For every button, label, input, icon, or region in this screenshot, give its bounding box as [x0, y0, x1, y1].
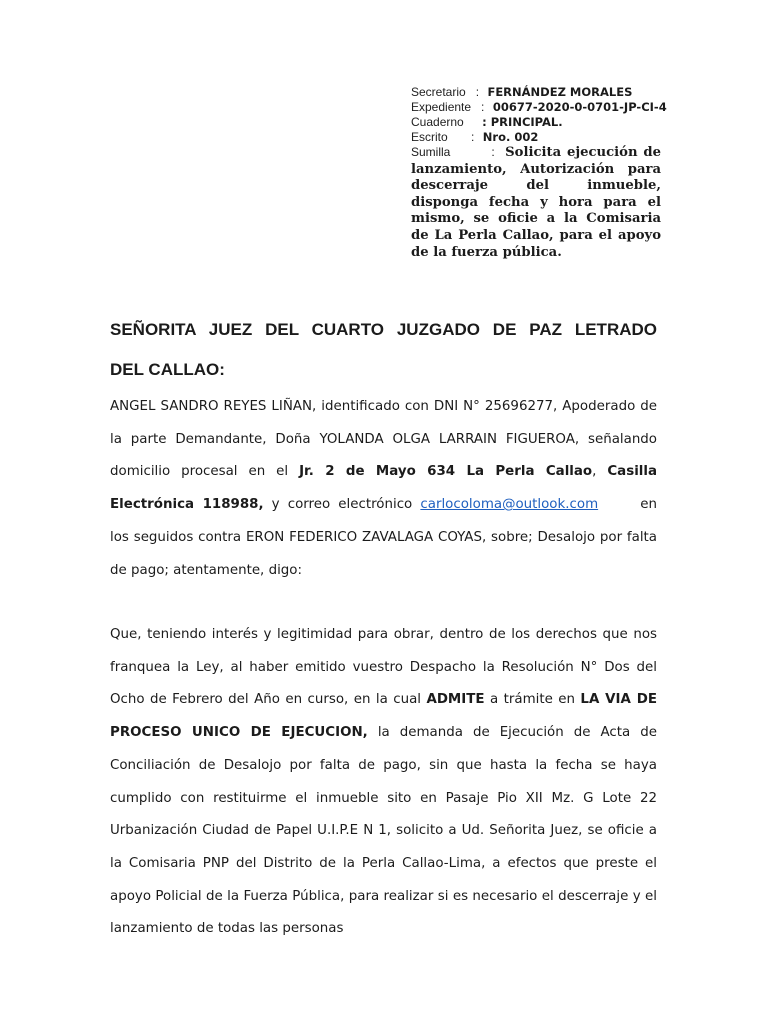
sumilla-label: Sumilla	[411, 145, 451, 159]
admite-text: ADMITE	[426, 692, 485, 708]
addressee-title-line1: SEÑORITA JUEZ DEL CUARTO JUZGADO DE PAZ LETRADO	[110, 320, 657, 339]
sumilla-text: Solicita ejecución de lanzamiento, Autorización para descerraje del inmueble, disponga fecha y hora para el mismo, se oficie a la Comisaria de La Perla Callao, para el apoyo de la fuerza pública.	[411, 145, 661, 260]
request-text-part1: Que, teniendo interés y legitimidad para obrar, dentro de los derechos que nos franquea la Ley, al haber emitido vuestro Despacho la Resolución N° Dos del Ocho de Febrero del Año en curso, en la cual	[110, 627, 657, 708]
addressee-title-line2: DEL CALLAO:	[110, 360, 225, 379]
case-header	[411, 84, 667, 261]
request-text-part2: a trámite en	[489, 692, 575, 708]
expediente-value: 00677-2020-0-0701-JP-CI-4	[492, 100, 667, 114]
email-link[interactable]: carlocoloma@outlook.com	[420, 497, 599, 513]
intro-rest-text: en los seguidos contra ERON FEDERICO ZAVALAGA COYAS, sobre; Desalojo por falta de pago; atentamente, digo:	[110, 497, 657, 578]
casilla-text: Casilla Electrónica 118988,	[110, 464, 657, 513]
escrito-label: Escrito	[411, 130, 448, 144]
request-paragraph	[110, 619, 657, 946]
expediente-row: Expediente : 00677-2020-0-0701-JP-CI-4	[411, 100, 667, 114]
cuaderno-label: Cuaderno	[411, 115, 464, 129]
secretario-label: Secretario	[411, 85, 466, 99]
cuaderno-value: : PRINCIPAL.	[482, 115, 563, 129]
cuaderno-row	[411, 114, 661, 129]
address-text: Jr. 2 de Mayo 634 La Perla Callao	[299, 464, 593, 480]
email-lead-text: y correo electrónico	[271, 497, 413, 513]
request-text-part3: la demanda de Ejecución de Acta de Conciliación de Desalojo por falta de pago, sin que hasta la fecha se haya cumplido con restituirme el inmueble sito en Pasaje Pio XII Mz. G Lote 22 Urbanización Ciudad de Papel U.I.P.E N 1, solicito a Ud. Señorita Juez, se oficie a la Comisaria PNP del Distrito de la Perla Callao-Lima, a efectos que preste el apoyo Policial de la Fuerza Pública, para realizar si es necesario el descerraje y el lanzamiento de todas las personas	[110, 725, 658, 937]
secretario-row: Secretario : FERNÁNDEZ MORALES	[411, 85, 633, 99]
secretario-value: FERNÁNDEZ MORALES	[487, 85, 633, 99]
escrito-value: Nro. 002	[482, 130, 539, 144]
expediente-label: Expediente	[411, 100, 472, 114]
intro-text: ANGEL SANDRO REYES LIÑAN, identificado con DNI N° 25696277, Apoderado de la parte Demandante, Doña YOLANDA OLGA LARRAIN FIGUEROA, señalando domicilio procesal en el	[110, 399, 657, 480]
intro-paragraph: ANGEL SANDRO REYES LIÑAN, identificado con DNI N° 25696277, Apoderado de la parte Demandante, Doña YOLANDA OLGA LARRAIN FIGUEROA, señalando domicilio procesal en el Jr. 2 de Mayo 634 La Perla Callao, Casilla Electrónica 118988, y correo electrónico carlocoloma@outlook.com en los seguidos contra ERON FEDERICO ZAVALAGA COYAS, sobre; Desalojo por falta de pago; atentamente, digo:	[110, 399, 657, 578]
via-text: LA VIA DE PROCESO UNICO DE EJECUCION,	[110, 692, 657, 741]
escrito-row: Escrito : Nro. 002	[411, 130, 539, 144]
sumilla-block: Sumilla : Solicita ejecución de lanzamiento, Autorización para descerraje del inmueble, disponga fecha y hora para el mismo, se oficie a la Comisaria de La Perla Callao, para el apoyo de la fuerza pública.	[411, 145, 661, 260]
